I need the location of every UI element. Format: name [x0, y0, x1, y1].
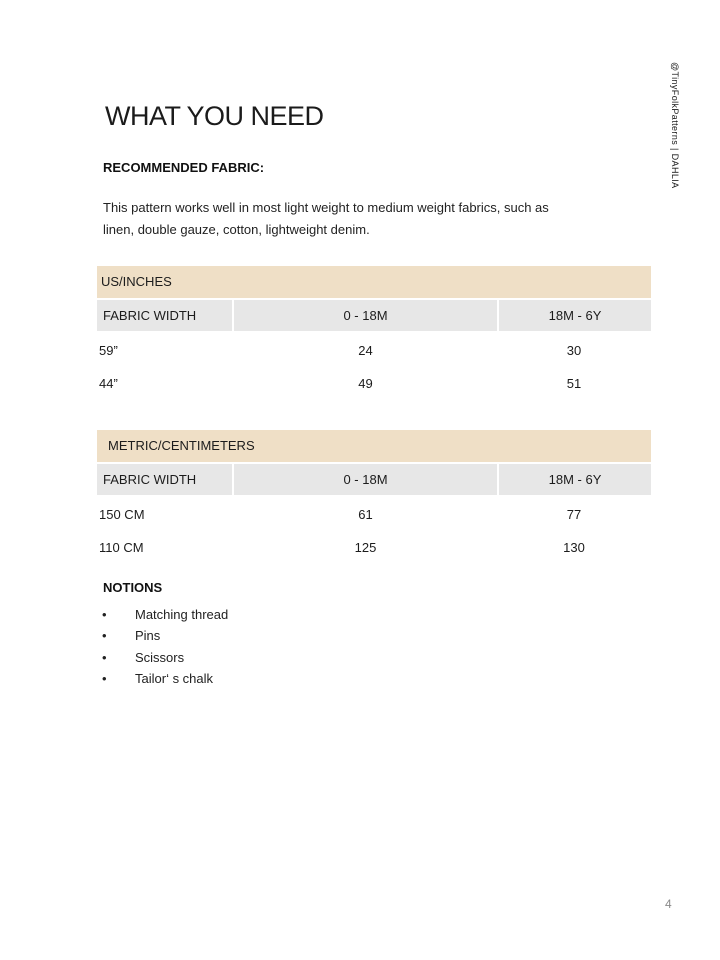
- notions-section: [100, 580, 400, 689]
- us-header-size-0-18m: 0 - 18M: [234, 300, 497, 331]
- metric-table-band-label: METRIC/CENTIMETERS: [97, 430, 651, 462]
- paragraph-line-1: This pattern works well in most light weight to medium weight fabrics, such as: [103, 200, 549, 215]
- paragraph-line-2: linen, double gauze, cotton, lightweight denim.: [103, 222, 370, 237]
- metric-table-header-row: [97, 464, 651, 495]
- us-row2-label: 44”: [99, 376, 118, 391]
- table-row: [97, 498, 651, 531]
- table-row: [97, 334, 651, 367]
- metric-header-size-18m-6y: 18M - 6Y: [499, 464, 651, 495]
- metric-row2-value-18m-6y: 130: [563, 540, 585, 555]
- notions-list: [100, 604, 400, 689]
- list-item: • Pins: [100, 625, 400, 646]
- metric-header-fabric-width: FABRIC WIDTH: [97, 464, 232, 495]
- metric-row1-label: 150 CM: [99, 507, 145, 522]
- list-item: • Matching thread: [100, 604, 400, 625]
- metric-row1-value-0-18m: 61: [358, 507, 373, 522]
- metric-table-body: [97, 498, 651, 564]
- metric-header-size-0-18m: 0 - 18M: [234, 464, 497, 495]
- us-table-body: [97, 334, 651, 400]
- us-row2-value-18m-6y: 51: [566, 376, 582, 391]
- metric-row2-value-0-18m: 125: [354, 540, 377, 555]
- recommended-fabric-heading: RECOMMENDED FABRIC:: [103, 160, 265, 175]
- page-title: WHAT YOU NEED: [105, 101, 324, 131]
- recommended-fabric-paragraph: [103, 197, 643, 241]
- metric-row2-label: 110 CM: [99, 540, 144, 555]
- us-row2-value-0-18m: 49: [358, 376, 373, 391]
- side-watermark-text: @TinyFolkPatterns | DAHLIA: [670, 62, 680, 189]
- page-number: 4: [665, 897, 672, 911]
- notions-heading: NOTIONS: [103, 580, 163, 595]
- metric-centimeters-table: [97, 430, 651, 564]
- list-item: • Scissors: [100, 647, 400, 668]
- us-header-fabric-width: FABRIC WIDTH: [97, 300, 232, 331]
- us-table-header-row: [97, 300, 651, 331]
- us-table-band-label: US/INCHES: [97, 266, 651, 298]
- us-row1-value-0-18m: 24: [358, 343, 373, 358]
- table-row: [97, 531, 651, 564]
- us-inches-table: [97, 266, 651, 400]
- us-row1-value-18m-6y: 30: [566, 343, 582, 358]
- table-row: [97, 367, 651, 400]
- us-row1-label: 59”: [99, 343, 118, 358]
- metric-row1-value-18m-6y: 77: [566, 507, 582, 522]
- us-header-size-18m-6y: 18M - 6Y: [499, 300, 651, 331]
- list-item: • Tailor‘ s chalk: [100, 668, 400, 689]
